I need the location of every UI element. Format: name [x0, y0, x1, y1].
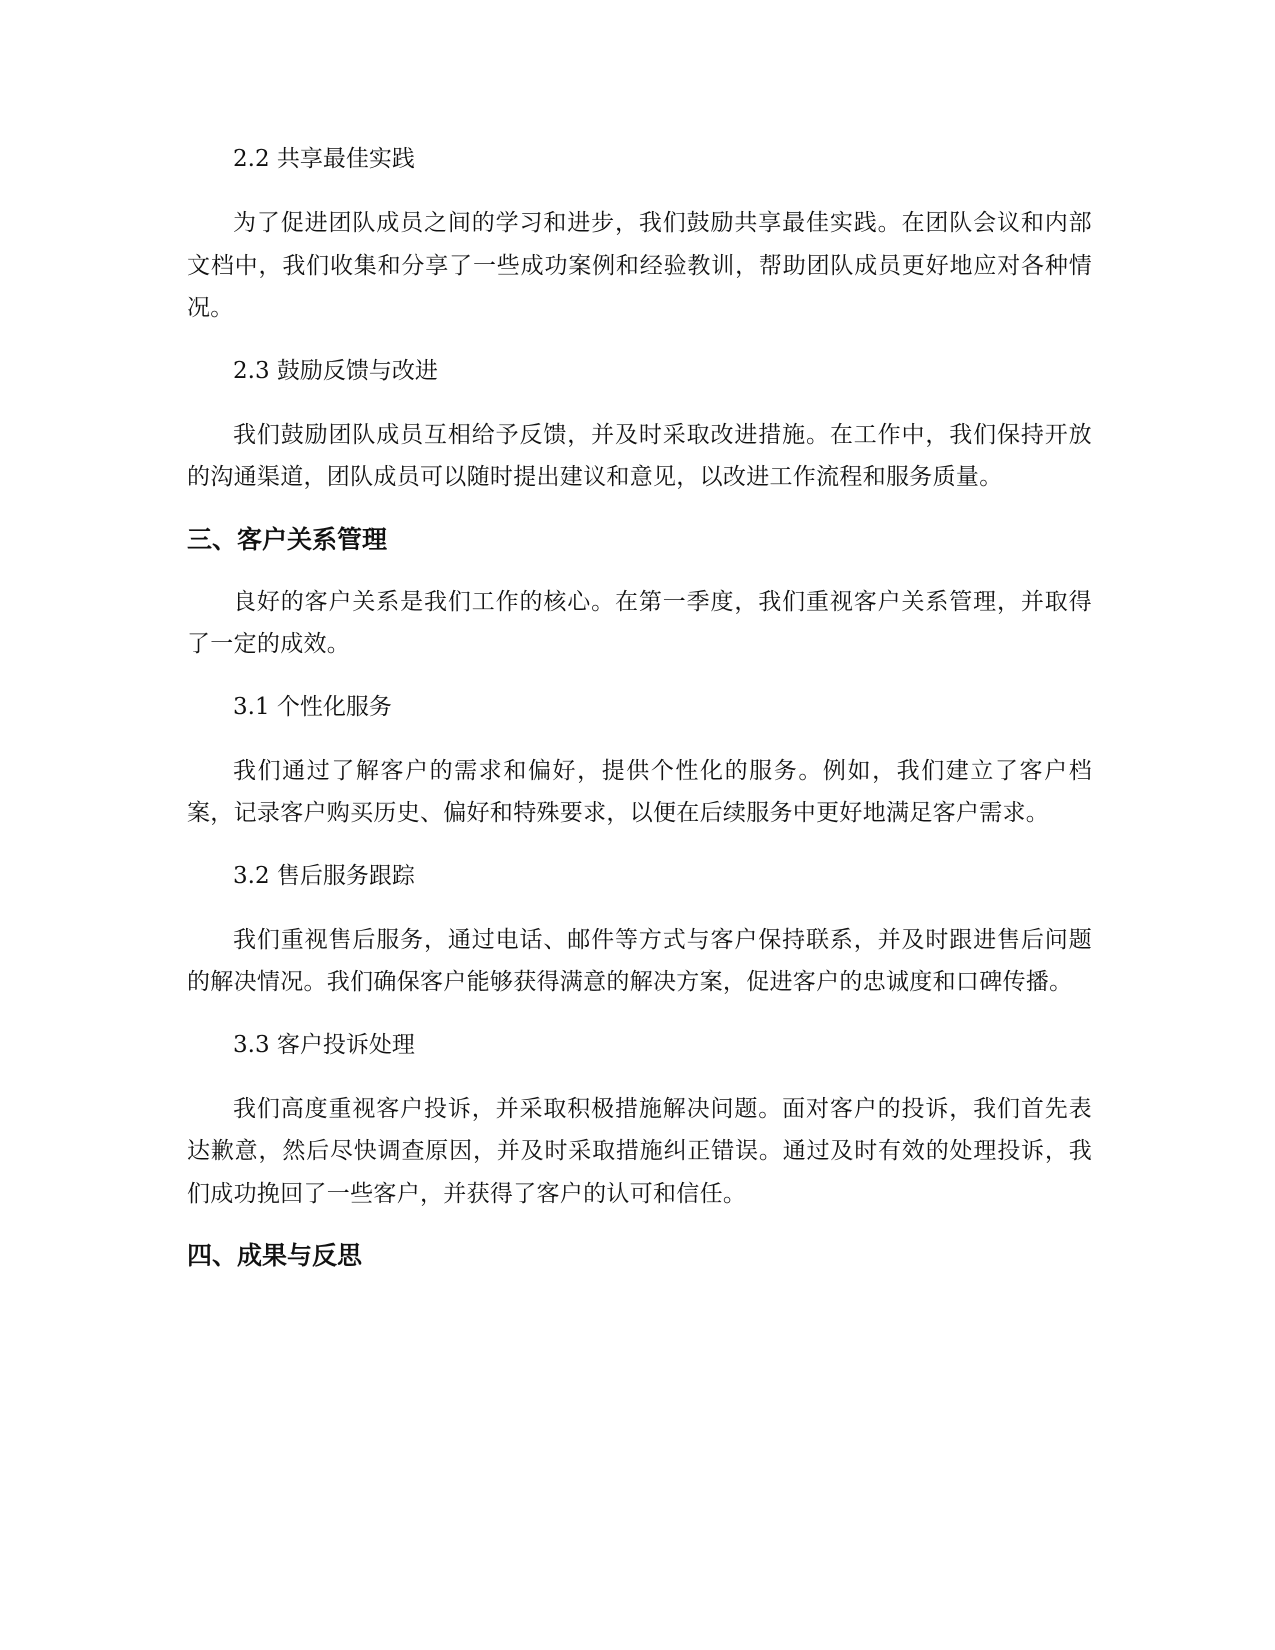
paragraph-2-2: 为了促进团队成员之间的学习和进步，我们鼓励共享最佳实践。在团队会议和内部文档中，我们收集和分享了一些成功案例和经验教训，帮助团队成员更好地应对各种情况。 [187, 210, 1092, 321]
paragraph-3-intro: 良好的客户关系是我们工作的核心。在第一季度，我们重视客户关系管理，并取得了一定的成效。 [187, 588, 1092, 657]
subheading-2-2: 2.2 共享最佳实践 [233, 146, 415, 172]
paragraph-3-3: 我们高度重视客户投诉，并采取积极措施解决问题。面对客户的投诉，我们首先表达歉意，然后尽快调查原因，并及时采取措施纠正错误。通过及时有效的处理投诉，我们成功挽回了一些客户，并获得了客户的认可和信任。 [187, 1095, 1092, 1207]
paragraph-2-3: 我们鼓励团队成员互相给予反馈，并及时采取改进措施。在工作中，我们保持开放的沟通渠道，团队成员可以随时提出建议和意见，以改进工作流程和服务质量。 [187, 421, 1092, 490]
section-heading-4: 四、成果与反思 [187, 1241, 363, 1270]
subheading-3-3: 3.3 客户投诉处理 [233, 1031, 415, 1058]
subheading-3-1: 3.1 个性化服务 [233, 693, 392, 720]
document-page [187, 138, 1092, 1297]
paragraph-3-2: 我们重视售后服务，通过电话、邮件等方式与客户保持联系，并及时跟进售后问题的解决情况。我们确保客户能够获得满意的解决方案，促进客户的忠诚度和口碑传播。 [187, 926, 1092, 995]
subheading-2-3: 2.3 鼓励反馈与改进 [233, 357, 438, 384]
paragraph-3-1: 我们通过了解客户的需求和偏好，提供个性化的服务。例如，我们建立了客户档案，记录客户购买历史、偏好和特殊要求，以便在后续服务中更好地满足客户需求。 [187, 757, 1092, 826]
subheading-3-2: 3.2 售后服务跟踪 [233, 862, 415, 889]
section-heading-3: 三、客户关系管理 [187, 524, 388, 554]
